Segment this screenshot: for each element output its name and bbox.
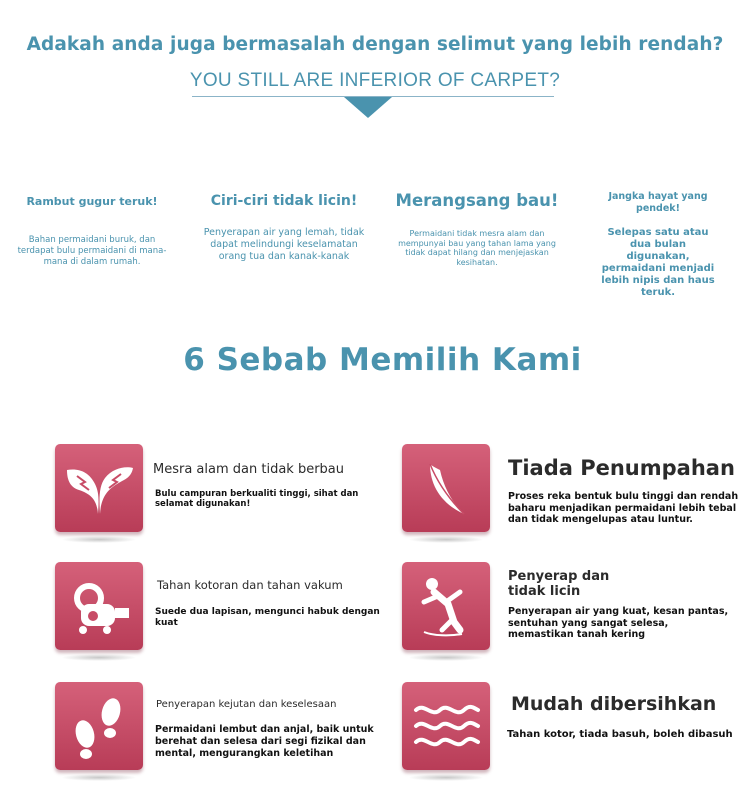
problem-title: Rambut gugur teruk! [26,195,158,208]
problem-desc: Selepas satu atau dua bulan digunakan, permaidani menjadi lebih nipis dan haus teruk. [601,227,715,298]
feather-icon [402,444,490,532]
feature-title: Mudah dibersihkan [511,693,717,715]
feature-title: Mesra alam dan tidak berbau [153,462,345,477]
icon-shadow [61,654,137,661]
problem-item [383,190,571,268]
feature-title: Penyerapan kejutan dan keselesaan [156,699,337,710]
problem-desc: Penyerapan air yang lemah, tidak dapat melindungi keselamatan orang tua dan kanak-kanak [203,227,365,262]
slipping-person-icon [402,562,490,650]
problem-item [198,193,370,263]
feature-title: Tiada Penumpahan [508,456,735,480]
feature-desc: Suede dua lapisan, mengunci habuk dengan kuat [155,607,380,628]
feature-title: Tahan kotoran dan tahan vakum [157,578,343,592]
icon-shadow [61,536,137,543]
page-subtitle: YOU STILL ARE INFERIOR OF CARPET? [189,70,561,91]
feature-desc: Bulu campuran berkualiti tinggi, sihat dan selamat digunakan! [155,489,359,509]
problem-title: Merangsang bau! [395,191,559,210]
icon-shadow [408,774,484,781]
page-title: Adakah anda juga bermasalah dengan selimut yang lebih rendah? [26,34,724,55]
feature-desc: Permaidani lembut dan anjal, baik untuk berehat dan selesa dari segi fizikal dan mental, mengurangkan keletihan [155,724,374,759]
icon-shadow [408,654,484,661]
down-arrow-icon [344,97,392,118]
problem-desc: Permaidani tidak mesra alam dan mempunyai bau yang tahan lama yang tidak dapat hilang dan menjejaskan kesihatan. [398,229,556,268]
feature-desc: Penyerapan air yang kuat, kesan pantas, sentuhan yang sangat selesa, memastikan tanah kering [508,606,729,640]
vacuum-icon [55,562,143,650]
icon-shadow [61,774,137,781]
waves-icon [402,682,490,770]
problem-title: Ciri-ciri tidak licin! [210,193,358,209]
section-title: 6 Sebab Memilih Kami [183,342,582,378]
footprints-icon [55,682,143,770]
leaf-icon [55,444,143,532]
problem-desc: Bahan permaidani buruk, dan terdapat bulu permaidani di mana-mana di dalam rumah. [17,235,167,267]
feature-desc: Proses reka bentuk bulu tinggi dan rendah baharu menjadikan permaidani lebih tebal dan tidak mengelupas atau luntur. [508,491,739,525]
icon-shadow [408,536,484,543]
feature-desc: Tahan kotor, tiada basuh, boleh dibasuh [507,729,733,740]
problem-item [598,191,718,299]
feature-title: Penyerap dan tidak licin [508,569,610,599]
problem-item [12,195,172,268]
problem-title: Jangka hayat yang pendek! [608,191,708,214]
